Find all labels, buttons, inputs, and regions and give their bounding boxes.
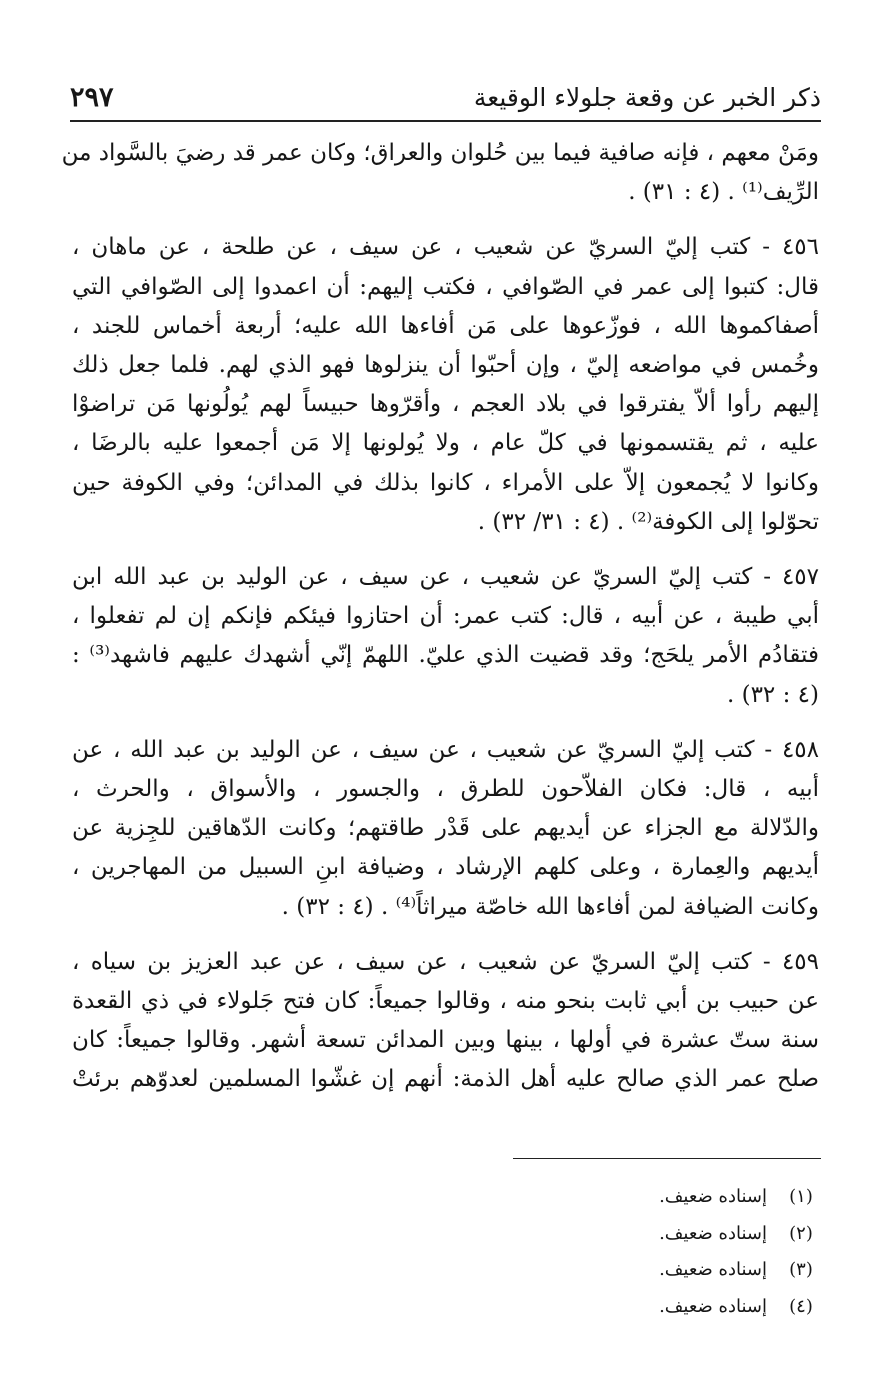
- text-line: وكانت الضيافة لمن أفاءها الله خاصّة ميراثاً⁽⁴⁾ . (٤ : ٣٢) .: [281, 893, 819, 920]
- text-line: فتقادُم الأمر يلحَج؛ وقد قضيت الذي عليّ. اللهمّ إنّي أشهدك عليهم فاشهد⁽³⁾ :: [72, 642, 819, 669]
- text-line: ومَنْ معهم ، فإنه صافية فيما بين حُلوان والعراق؛ وكان عمر قد رضيَ بالسَّواد من: [61, 140, 819, 166]
- footnote-text: إسناده ضعيف.: [659, 1186, 767, 1207]
- text-line: إليهم رأوا ألاّ يفترقوا في بلاد العجم ، وأقرّوها حبيساً لهم يُولُونها مَن تراضوْا: [72, 391, 819, 418]
- text-line: أيديهم والعِمارة ، وعلى كلهم الإرشاد ، وضيافة ابنِ السبيل من المهاجرين ،: [72, 854, 819, 881]
- text-line: وخُمس في مواضعه إليّ ، وإن أحبّوا أن ينزلوها فهو الذي لهم. فلما جعل ذلك: [72, 352, 819, 379]
- footnote-rule: [513, 1158, 821, 1159]
- footnote-mark: (١): [789, 1186, 813, 1207]
- running-title: ذكر الخبر عن وقعة جلولاء الوقيعة: [473, 83, 821, 112]
- text-line: تحوّلوا إلى الكوفة⁽²⁾ . (٤ : ٣١/ ٣٢) .: [477, 508, 819, 535]
- text-line: (٤ : ٣٢) .: [726, 681, 819, 708]
- footnote-text: إسناده ضعيف.: [659, 1222, 767, 1244]
- text-line: أصفاكموها الله ، فوزّعوها على مَن أفاءها الله عليه؛ أربعة أخماس للجند ،: [72, 312, 819, 339]
- footnote-mark: (٤): [789, 1295, 813, 1317]
- footnote-mark: (٣): [789, 1259, 813, 1280]
- text-line: الرِّيف⁽¹⁾ . (٤ : ٣١) .: [628, 179, 819, 206]
- text-line: وكانوا لا يُجمعون إلاّ على الأمراء ، كانوا بذلك في المدائن؛ وفي الكوفة حين: [72, 469, 819, 496]
- page-header: [70, 68, 821, 116]
- text-line: قال: كتبوا إلى عمر في الصّوافي ، فكتب إليهم: أن اعمدوا إلى الصّوافي التي: [72, 273, 819, 300]
- text-line: ٤٥٨ - كتب إليّ السريّ عن شعيب ، عن سيف ، عن الوليد بن عبد الله ، عن: [72, 736, 819, 763]
- paragraph-459: [72, 943, 819, 1100]
- footnote-text: إسناده ضعيف.: [659, 1259, 767, 1280]
- text-line: صلح عمر الذي صالح عليه أهل الذمة: أنهم إن غشّوا المسلمين لعدوّهم برئتْ: [72, 1066, 819, 1093]
- header-rule: [70, 120, 821, 122]
- main-text: [61, 134, 819, 1116]
- text-line: عليه ، ثم يقتسمونها في كلّ عام ، ولا يُولونها إلا مَن أجمعوا عليه بالرضَا ،: [72, 430, 819, 457]
- text-line: أبيه ، قال: فكان الفلاّحون للطرق ، والجسور ، والأسواق ، والحرث ،: [72, 776, 819, 803]
- text-line: سنة ستّ عشرة في أولها ، بينها وبين المدائن تسعة أشهر. وقالوا جميعاً: كان: [72, 1027, 819, 1054]
- paragraph-457: [72, 558, 819, 715]
- page-number: ٢٩٧: [70, 82, 114, 113]
- text-line: ٤٥٩ - كتب إليّ السريّ عن شعيب ، عن سيف ، عن عبد العزيز بن سياه ،: [72, 948, 819, 975]
- paragraph-456: [72, 228, 819, 542]
- paragraph-continuation: [61, 134, 819, 212]
- text-line: والدّلالة مع الجزاء عن أيديهم على قَدْر طاقتهم؛ وكانت الدّهاقين للجِزية عن: [72, 815, 819, 842]
- text-line: ٤٥٦ - كتب إليّ السريّ عن شعيب ، عن سيف ، عن طلحة ، عن ماهان ،: [72, 234, 819, 261]
- footnote-mark: (٢): [789, 1222, 813, 1244]
- footnote-1: [70, 1182, 821, 1219]
- text-line: عن حبيب بن أبي ثابت بنحو منه ، وقالوا جميعاً: كان فتح جَلولاء في ذي القعدة: [72, 988, 819, 1015]
- footnote-4: [70, 1292, 821, 1329]
- footnote-text: إسناده ضعيف.: [659, 1295, 767, 1317]
- footnote-2: [70, 1219, 821, 1256]
- footnote-3: [70, 1255, 821, 1292]
- footnotes: [70, 1182, 821, 1328]
- text-line: ٤٥٧ - كتب إليّ السريّ عن شعيب ، عن سيف ، عن الوليد بن عبد الله ابن: [72, 564, 819, 591]
- paragraph-458: [72, 731, 819, 927]
- text-line: أبي طيبة ، عن أبيه ، قال: كتب عمر: أن احتازوا فيئكم فإنكم إن لم تفعلوا ،: [72, 603, 819, 630]
